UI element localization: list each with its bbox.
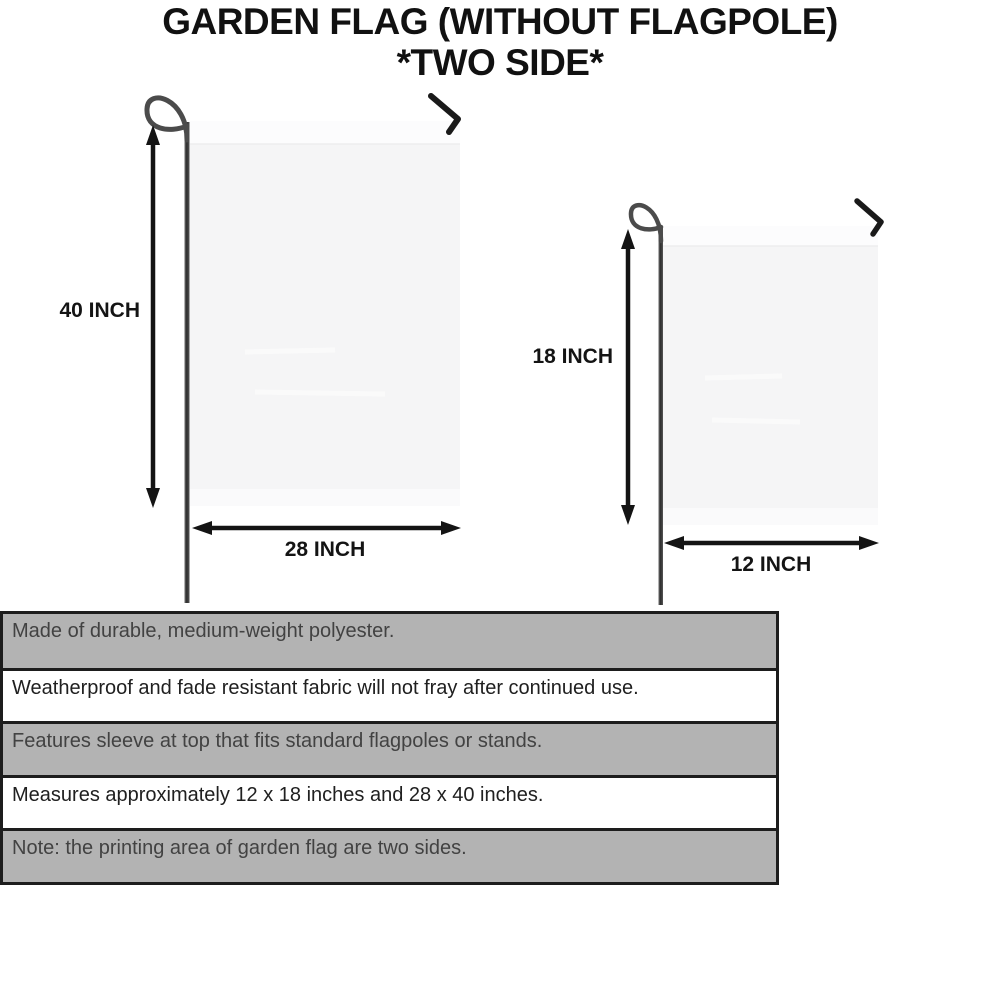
small-flag-bottom-band: [662, 508, 878, 525]
small-flagpole-loop: [631, 205, 661, 241]
small-flag-height-arrow: [621, 229, 635, 525]
small-flag-wrinkle: [712, 420, 800, 422]
large-flag-width-label: 28 INCH: [284, 538, 366, 561]
large-flag-wrinkle: [255, 392, 385, 394]
feature-row: [3, 668, 776, 722]
large-flag-height-label: 40 INCH: [59, 299, 140, 322]
features-table: [0, 611, 779, 885]
feature-row: [3, 614, 776, 668]
small-flag-height-label: 18 INCH: [532, 345, 613, 368]
large-flag-bottom-band: [190, 489, 460, 506]
feature-text: Features sleeve at top that fits standard flagpoles or stands.: [12, 730, 543, 753]
large-flag-height-arrow: [146, 125, 160, 508]
feature-row: [3, 775, 776, 829]
feature-text: Note: the printing area of garden flag are two sides.: [12, 837, 467, 860]
small-flag-sleeve: [662, 226, 878, 246]
small-flag-width-label: 12 INCH: [730, 553, 812, 576]
large-flag-fabric: [190, 121, 460, 506]
feature-text: Measures approximately 12 x 18 inches and 28 x 40 inches.: [12, 783, 544, 806]
small-flag-group: [532, 201, 881, 605]
small-flagpole: [659, 227, 664, 605]
large-flag-group: [59, 96, 461, 603]
large-flagpole: [185, 122, 190, 603]
small-flag-wrinkle: [705, 376, 782, 378]
feature-row: [3, 828, 776, 882]
feature-row: [3, 721, 776, 775]
feature-text: Weatherproof and fade resistant fabric will not fray after continued use.: [12, 676, 639, 699]
large-flag-width-arrow: [192, 521, 461, 535]
feature-text: Made of durable, medium-weight polyester.: [12, 620, 395, 642]
small-flag-width-arrow: [664, 536, 879, 550]
large-flag-sleeve: [190, 121, 460, 144]
title-line-1: GARDEN FLAG (WITHOUT FLAGPOLE): [162, 1, 838, 42]
title-line-2: *TWO SIDE*: [396, 41, 604, 83]
large-flag-wrinkle: [245, 350, 335, 352]
